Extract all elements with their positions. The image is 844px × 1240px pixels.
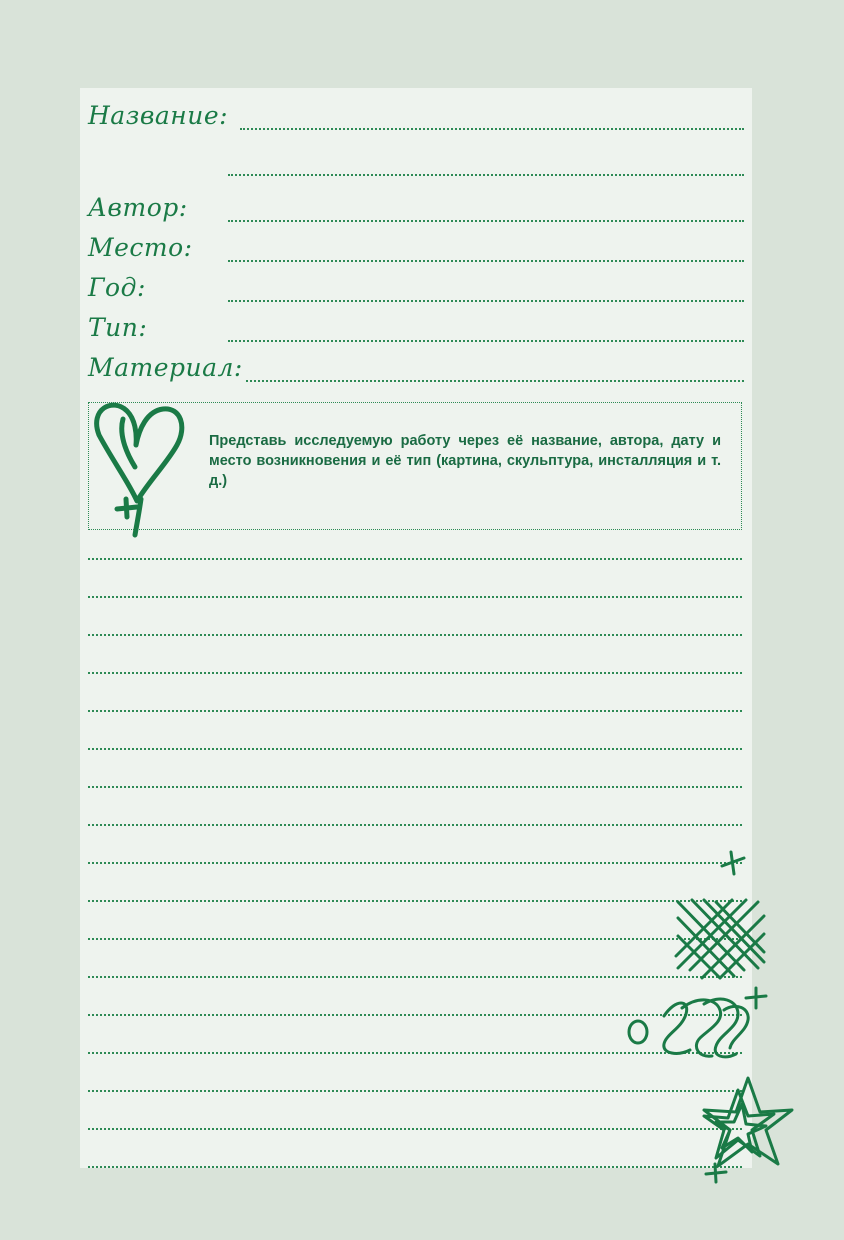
worksheet-page (80, 88, 752, 1168)
field-row-material[interactable] (80, 346, 752, 386)
heart-doodle-icon (79, 389, 209, 539)
field-row-title[interactable] (80, 88, 752, 134)
field-row-title-overflow[interactable] (80, 134, 752, 180)
star-burst-doodle-icon (620, 1068, 790, 1188)
note-line[interactable] (88, 786, 742, 788)
hint-box (88, 402, 742, 530)
note-line[interactable] (88, 748, 742, 750)
field-input-year[interactable] (228, 300, 744, 302)
field-input-type[interactable] (228, 340, 744, 342)
field-input-title[interactable] (240, 128, 744, 130)
field-input-author[interactable] (228, 220, 744, 222)
field-input-title-line2[interactable] (228, 174, 744, 176)
note-line[interactable] (88, 672, 742, 674)
cross-doodle-icon (718, 848, 748, 878)
note-line[interactable] (88, 634, 742, 636)
note-line[interactable] (88, 862, 742, 864)
note-line[interactable] (88, 596, 742, 598)
field-label-year: Год: (88, 273, 146, 302)
note-line[interactable] (88, 900, 742, 902)
metadata-fields (80, 88, 752, 386)
field-label-type: Тип: (88, 313, 148, 342)
note-line[interactable] (88, 976, 742, 978)
field-label-author: Автор: (88, 193, 188, 222)
field-label-place: Место: (88, 233, 193, 262)
field-input-material[interactable] (246, 380, 744, 382)
hint-text: Представь исследуемую работу через её название, автора, дату и место возникновения и её тип (картина, скульптура, инсталляция и т. д.) (209, 433, 721, 489)
field-row-year[interactable] (80, 266, 752, 306)
note-line[interactable] (88, 710, 742, 712)
field-label-material: Материал: (88, 353, 243, 382)
field-label-title: Название: (88, 101, 229, 130)
woven-grid-doodle-icon (672, 896, 764, 982)
field-row-place[interactable] (80, 226, 752, 266)
field-row-type[interactable] (80, 306, 752, 346)
note-line[interactable] (88, 558, 742, 560)
field-input-place[interactable] (228, 260, 744, 262)
field-row-author[interactable] (80, 180, 752, 226)
note-line[interactable] (88, 938, 742, 940)
note-line[interactable] (88, 824, 742, 826)
scribble-loop-doodle-icon (620, 988, 780, 1068)
